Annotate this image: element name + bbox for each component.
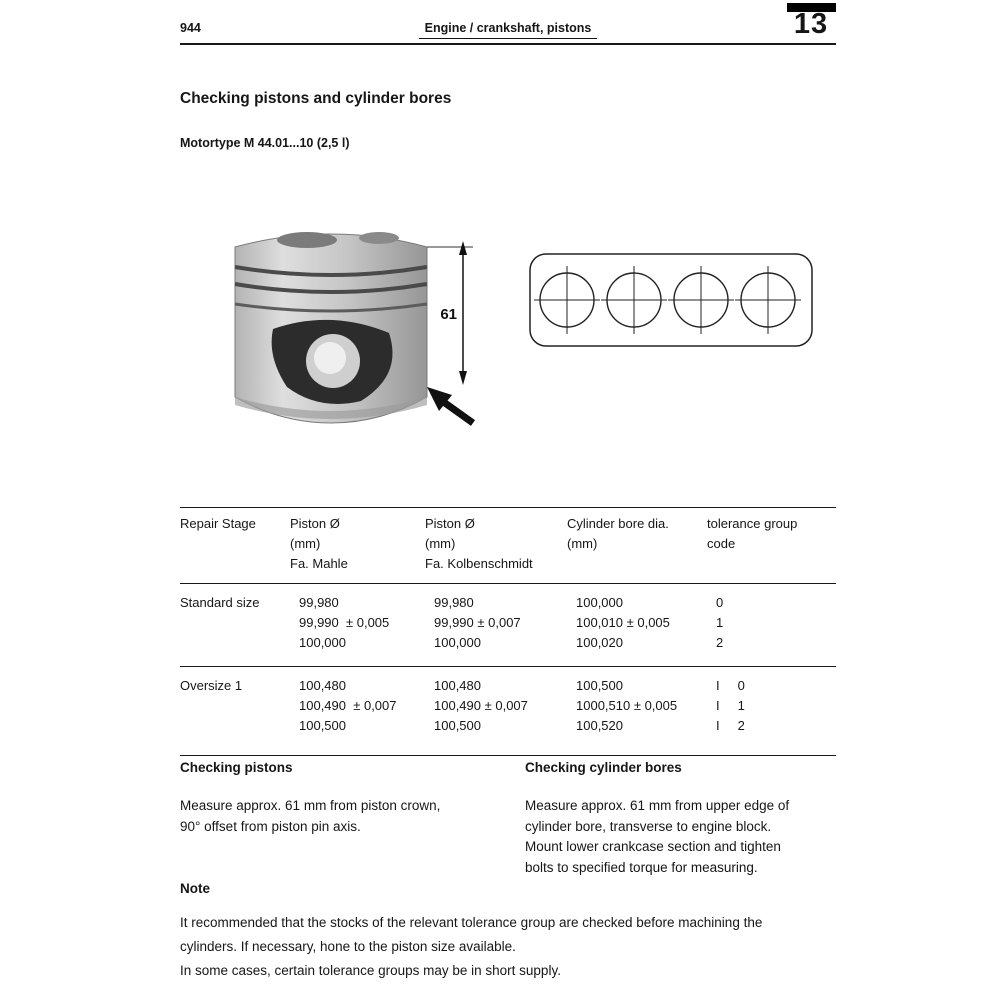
table-value: 99,980 xyxy=(434,595,474,610)
table-header-row xyxy=(180,508,836,584)
table-value: I 0 xyxy=(716,678,745,693)
chapter-number: 13 xyxy=(793,8,829,40)
table-value: 100,480 xyxy=(434,678,481,693)
table-value: I 1 xyxy=(716,698,745,713)
bore-cell xyxy=(567,676,707,736)
checking-pistons-heading: Checking pistons xyxy=(180,760,293,775)
header-section-wrap xyxy=(180,19,836,39)
header-line: tolerance group xyxy=(707,516,798,531)
repair-stage-cell xyxy=(180,676,290,736)
header-line: (mm) xyxy=(425,536,456,551)
table-value: I 2 xyxy=(716,718,745,733)
body-line: cylinder bore, transverse to engine block. xyxy=(525,818,772,834)
header-tolerance-group xyxy=(707,514,836,574)
table-value: 100,490 ± 0,007 xyxy=(299,698,397,713)
mahle-cell xyxy=(290,676,425,736)
header-piston-mahle xyxy=(290,514,425,574)
cylinder-bores-diagram xyxy=(528,252,815,349)
body-line: bolts to specified torque for measuring. xyxy=(525,859,758,875)
table-value: 100,500 xyxy=(299,718,346,733)
header-line: Fa. Kolbenschmidt xyxy=(425,556,533,571)
table-value: 100,000 xyxy=(299,635,346,650)
note-body xyxy=(180,911,870,983)
header-line: (mm) xyxy=(567,536,598,551)
table-value: 100,480 xyxy=(299,678,346,693)
table-value: 2 xyxy=(716,635,724,650)
pointer-arrow-shaft xyxy=(445,403,473,423)
body-line: Measure approx. 61 mm from upper edge of xyxy=(525,798,790,813)
bore-cell xyxy=(567,593,707,653)
table-value: 100,000 xyxy=(434,635,481,650)
dimension-arrow-up xyxy=(459,241,467,255)
header-line: Fa. Mahle xyxy=(290,556,348,571)
table-value: 100,500 xyxy=(434,718,481,733)
piston-photo xyxy=(221,211,481,429)
repair-stage-cell xyxy=(180,593,290,653)
body-line: 90° offset from piston pin axis. xyxy=(180,818,361,834)
body-line: Mount lower crankcase section and tighten xyxy=(525,839,781,854)
body-line: It recommended that the stocks of the relevant tolerance group are checked before machining the xyxy=(180,915,763,930)
body-line: cylinders. If necessary, hone to the piston size available. xyxy=(180,939,516,954)
table-row-oversize-1 xyxy=(180,667,836,756)
body-line: In some cases, certain tolerance groups may be in short supply. xyxy=(180,963,561,978)
dimension-arrow-down xyxy=(459,371,467,385)
note-heading: Note xyxy=(180,881,210,896)
header-piston-kolbenschmidt xyxy=(425,514,567,574)
table-value: 100,000 xyxy=(576,595,623,610)
kolbenschmidt-cell xyxy=(425,593,567,653)
table-value: 100,500 xyxy=(576,678,623,693)
header-cylinder-bore xyxy=(567,514,707,574)
pin-bore xyxy=(314,342,346,374)
section-title: Engine / crankshaft, pistons xyxy=(419,21,598,39)
table-value: 1 xyxy=(716,615,724,630)
table-value: 99,990 ± 0,005 xyxy=(299,615,390,630)
stage-label: Standard size xyxy=(180,595,260,610)
header-line: (mm) xyxy=(290,536,321,551)
model-number: 944 xyxy=(180,21,201,35)
table-value: 100,520 xyxy=(576,718,623,733)
checking-cylinder-bores-body xyxy=(525,796,840,878)
header-line: Piston Ø xyxy=(290,516,340,531)
dimension-label: 61 xyxy=(440,306,457,323)
table-row-standard-size xyxy=(180,584,836,667)
motortype-subtitle: Motortype M 44.01...10 (2,5 l) xyxy=(180,136,350,150)
kolbenschmidt-cell xyxy=(425,676,567,736)
body-line: Measure approx. 61 mm from piston crown, xyxy=(180,798,441,813)
header-line: Repair Stage xyxy=(180,516,256,531)
code-cell xyxy=(707,593,836,653)
table-value: 99,990 ± 0,007 xyxy=(434,615,521,630)
table-value: 100,010 ± 0,005 xyxy=(576,615,670,630)
table-value: 0 xyxy=(716,595,724,610)
checking-pistons-body xyxy=(180,796,510,837)
table-value: 100,020 xyxy=(576,635,623,650)
code-cell xyxy=(707,676,836,736)
cylinder-bore-2 xyxy=(601,266,667,334)
header-repair-stage xyxy=(180,514,290,574)
header-rule xyxy=(180,43,836,45)
cylinder-bore-3 xyxy=(668,266,734,334)
valve-relief xyxy=(277,232,337,248)
header-line: Piston Ø xyxy=(425,516,475,531)
piston-size-table xyxy=(180,507,836,756)
header-line: code xyxy=(707,536,736,551)
table-value: 99,980 xyxy=(299,595,339,610)
cylinder-bore-1 xyxy=(534,266,600,334)
valve-relief xyxy=(359,232,399,244)
header-line: Cylinder bore dia. xyxy=(567,516,669,531)
stage-label: Oversize 1 xyxy=(180,678,243,693)
cylinder-bore-4 xyxy=(735,266,801,334)
page-title: Checking pistons and cylinder bores xyxy=(180,90,452,107)
table-value: 1000,510 ± 0,005 xyxy=(576,698,678,713)
checking-cylinder-bores-heading: Checking cylinder bores xyxy=(525,760,682,775)
mahle-cell xyxy=(290,593,425,653)
table-value: 100,490 ± 0,007 xyxy=(434,698,528,713)
